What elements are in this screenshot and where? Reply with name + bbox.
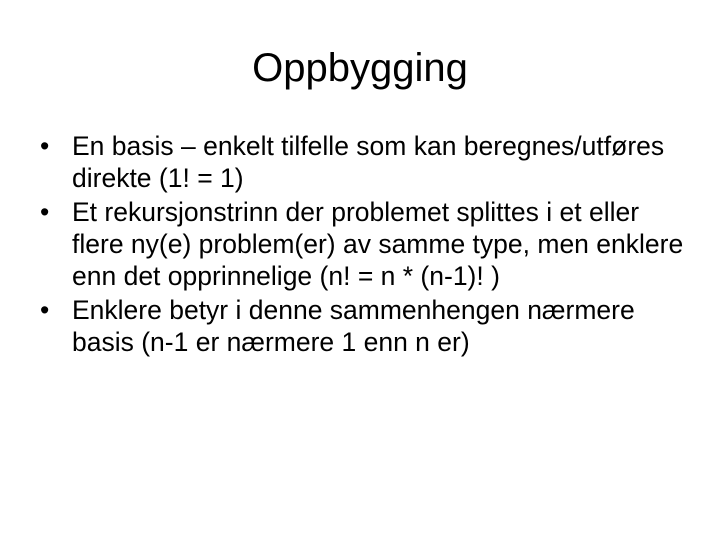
bullet-icon: • (40, 131, 50, 161)
bullet-list (36, 130, 696, 360)
bullet-icon: • (40, 197, 50, 227)
bullet-item-simpler (36, 294, 696, 358)
bullet-text: Et rekursjonstrinn der problemet splittes i et eller flere ny(e) problem(er) av samme type, men enklere enn det opprinnelige (n! = n * (n-1)! ) (72, 197, 684, 291)
bullet-text: En basis – enkelt tilfelle som kan beregnes/utføres direkte (1! = 1) (72, 131, 665, 193)
slide-title: Oppbygging (252, 46, 468, 90)
bullet-icon: • (40, 295, 50, 325)
bullet-text: Enklere betyr i denne sammenhengen nærmere basis (n-1 er nærmere 1 enn n er) (72, 295, 635, 357)
bullet-item-basis (36, 130, 696, 194)
bullet-item-recursion-step (36, 196, 696, 292)
